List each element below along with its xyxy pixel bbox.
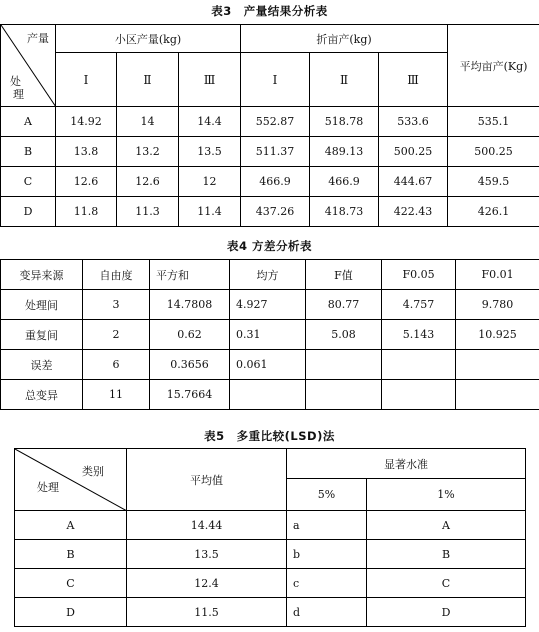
value-cell: 5.143 (382, 320, 456, 350)
value-cell: 0.3656 (150, 350, 230, 380)
table-row (1, 197, 539, 227)
source-cell: 总变异 (1, 380, 83, 410)
value-cell: d (287, 598, 367, 627)
value-cell: 535.1 (448, 107, 539, 137)
table-row (1, 320, 539, 350)
value-cell: 11.5 (127, 598, 287, 627)
value-cell: 6 (83, 350, 150, 380)
header-f01: F0.01 (456, 260, 539, 290)
source-cell: 重复间 (1, 320, 83, 350)
table-row (15, 511, 526, 540)
value-cell (230, 380, 306, 410)
value-cell: A (367, 511, 526, 540)
value-cell: 14.4 (179, 107, 241, 137)
table5-corner-cell (15, 449, 127, 511)
table-row (15, 598, 526, 627)
value-cell (306, 380, 382, 410)
value-cell: D (367, 598, 526, 627)
value-cell: 10.925 (456, 320, 539, 350)
value-cell: 9.780 (456, 290, 539, 320)
treatment-cell: A (15, 511, 127, 540)
value-cell: 533.6 (379, 107, 448, 137)
value-cell: 14.44 (127, 511, 287, 540)
value-cell: C (367, 569, 526, 598)
header-source: 变异来源 (1, 260, 83, 290)
header-f: F值 (306, 260, 382, 290)
value-cell: 12.6 (117, 167, 179, 197)
corner-label-category: 类别 (82, 465, 104, 478)
value-cell (456, 350, 539, 380)
value-cell (456, 380, 539, 410)
value-cell (306, 350, 382, 380)
value-cell: 426.1 (448, 197, 539, 227)
source-cell: 误差 (1, 350, 83, 380)
table5-caption: 表5 多重比较(LSD)法 (204, 429, 335, 443)
treatment-cell: C (1, 167, 56, 197)
rep-header: Ⅰ (241, 53, 310, 107)
value-cell: 12 (179, 167, 241, 197)
table-row (1, 290, 539, 320)
value-cell: 459.5 (448, 167, 539, 197)
value-cell: 3 (83, 290, 150, 320)
yield-analysis-table (0, 24, 539, 227)
value-cell: 0.061 (230, 350, 306, 380)
value-cell: 2 (83, 320, 150, 350)
value-cell: B (367, 540, 526, 569)
header-ms: 均方 (230, 260, 306, 290)
source-cell: 处理间 (1, 290, 83, 320)
value-cell: c (287, 569, 367, 598)
corner-label-treatment: 处 理 (10, 75, 24, 101)
lsd-comparison-table (14, 448, 526, 627)
anova-table (0, 259, 539, 410)
value-cell: 0.31 (230, 320, 306, 350)
treatment-cell: D (1, 197, 56, 227)
value-cell: 15.7664 (150, 380, 230, 410)
header-level-5: 5% (287, 479, 367, 511)
table-row (15, 569, 526, 598)
value-cell: 4.757 (382, 290, 456, 320)
table-row (1, 350, 539, 380)
value-cell: 418.73 (310, 197, 379, 227)
value-cell: 11.4 (179, 197, 241, 227)
rep-header: Ⅲ (379, 53, 448, 107)
value-cell: b (287, 540, 367, 569)
table-row (1, 167, 539, 197)
value-cell: 437.26 (241, 197, 310, 227)
value-cell: 13.5 (127, 540, 287, 569)
table3-caption: 表3 产量结果分析表 (211, 4, 328, 18)
value-cell: 489.13 (310, 137, 379, 167)
rep-header: Ⅲ (179, 53, 241, 107)
header-df: 自由度 (83, 260, 150, 290)
value-cell: 14.92 (56, 107, 117, 137)
value-cell: 80.77 (306, 290, 382, 320)
value-cell: 11 (83, 380, 150, 410)
value-cell: 14 (117, 107, 179, 137)
value-cell (382, 380, 456, 410)
table4-caption: 表4 方差分析表 (226, 239, 312, 253)
rep-header: Ⅱ (310, 53, 379, 107)
value-cell: 12.6 (56, 167, 117, 197)
table-row (1, 380, 539, 410)
header-mean: 平均值 (127, 449, 287, 511)
treatment-cell: B (1, 137, 56, 167)
value-cell: 14.7808 (150, 290, 230, 320)
value-cell: 500.25 (448, 137, 539, 167)
header-level-1: 1% (367, 479, 526, 511)
value-cell: 4.927 (230, 290, 306, 320)
header-f05: F0.05 (382, 260, 456, 290)
value-cell: 518.78 (310, 107, 379, 137)
corner-label-yield: 产量 (27, 32, 49, 45)
value-cell: 0.62 (150, 320, 230, 350)
header-average-yield: 平均亩产(Kg) (448, 25, 539, 107)
table-row (1, 107, 539, 137)
value-cell: 5.08 (306, 320, 382, 350)
value-cell: 466.9 (241, 167, 310, 197)
value-cell: 13.2 (117, 137, 179, 167)
header-ss: 平方和 (150, 260, 230, 290)
value-cell: 11.3 (117, 197, 179, 227)
value-cell (382, 350, 456, 380)
header-significance: 显著水准 (287, 449, 526, 479)
table-row (1, 137, 539, 167)
value-cell: 12.4 (127, 569, 287, 598)
header-plot-yield: 小区产量(kg) (56, 25, 241, 53)
table3-corner-cell (1, 25, 56, 107)
diagonal-line (15, 449, 127, 511)
value-cell: 466.9 (310, 167, 379, 197)
value-cell: 13.8 (56, 137, 117, 167)
value-cell: 444.67 (379, 167, 448, 197)
treatment-cell: D (15, 598, 127, 627)
treatment-cell: A (1, 107, 56, 137)
rep-header: Ⅰ (56, 53, 117, 107)
value-cell: 552.87 (241, 107, 310, 137)
value-cell: a (287, 511, 367, 540)
value-cell: 422.43 (379, 197, 448, 227)
rep-header: Ⅱ (117, 53, 179, 107)
value-cell: 500.25 (379, 137, 448, 167)
table-header-row (1, 260, 539, 290)
value-cell: 13.5 (179, 137, 241, 167)
header-converted-yield: 折亩产(kg) (241, 25, 448, 53)
treatment-cell: C (15, 569, 127, 598)
table-row (15, 540, 526, 569)
value-cell: 511.37 (241, 137, 310, 167)
treatment-cell: B (15, 540, 127, 569)
value-cell: 11.8 (56, 197, 117, 227)
corner-label-treatment: 处理 (37, 481, 59, 494)
